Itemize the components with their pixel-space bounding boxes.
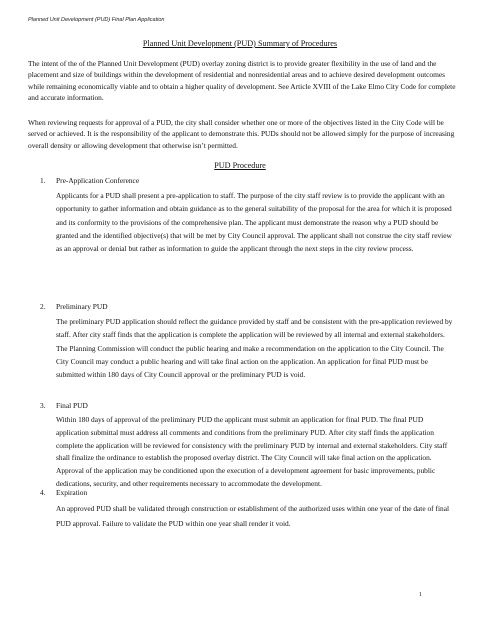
step-title: Pre-Application Conference	[56, 176, 140, 185]
step-title: Preliminary PUD	[56, 302, 108, 311]
step-title: Expiration	[56, 488, 88, 497]
step-body: The preliminary PUD application should reflect the guidance provided by staff and be consistent with the pre-application reviewed by staff. After city staff finds that the application is complete the application will be reviewed by all internal and external stakeholders. The Planning Commission will conduct the public hearing and make a recommendation on the application to the City Council. The City Council may conduct a public hearing and will take final action on the application. An application for final PUD must be submitted within 180 days of City Council approval or the preliminary PUD is void.	[56, 317, 453, 380]
running-header: Planned Unit Development (PUD) Final Plan Application	[28, 17, 165, 23]
intro-paragraph: When reviewing requests for approval of a PUD, the city shall consider whether one or more of the objectives listed in the City Code will be served or achieved. It is the responsibility of the applicant to demonstrate this. PUDs should not be allowed simply for the purpose of increasing overall density or allowing development that otherwise isn’t permitted.	[28, 118, 455, 150]
step-number: 2.	[40, 302, 46, 311]
document-title: Planned Unit Development (PUD) Summary of Procedures	[142, 39, 338, 48]
step-body: An approved PUD shall be validated through construction or establishment of the authorized uses within one year of the date of final PUD approval. Failure to validate the PUD within one year shall render it void.	[56, 504, 450, 528]
step-body: Applicants for a PUD shall present a pre-application to staff. The purpose of the city staff review is to provide the applicant with an opportunity to gather information and obtain guidance as to the general suitability of the proposal for the area for which it is proposed and its conformity to the provisions of the comprehensive plan. The applicant must demonstrate the reason why a PUD should be granted and the identified objective(s) that will be met by City Council approval. The applicant shall not construe the city staff review as an approval or denial but rather as information to guide the applicant through the next steps in the city review process.	[56, 191, 452, 254]
step-number: 3.	[40, 401, 46, 410]
procedure-heading: PUD Procedure	[214, 161, 266, 170]
step-body: Within 180 days of approval of the preliminary PUD the applicant must submit an application for final PUD. The final PUD application submittal must address all comments and conditions from the preliminary PUD. After city staff finds the application complete the application will be reviewed for consistency with the preliminary PUD by internal and external stakeholders. City staff shall finalize the ordinance to establish the proposed overlay district. The City Council will take final action on the application. Approval of the application may be conditioned upon the execution of a development agreement for basic improvements, public dedications, security, and other requirements necessary to accommodate the development.	[56, 415, 448, 488]
step-title: Final PUD	[56, 401, 88, 410]
page-number: 1	[419, 592, 422, 598]
step-number: 1.	[40, 176, 46, 185]
step-number: 4.	[40, 488, 46, 497]
intro-paragraph: The intent of the of the Planned Unit Development (PUD) overlay zoning district is to provide greater flexibility in the use of land and the placement and size of buildings within the development of residential and nonresidential areas and to achieve desired development outcomes while remaining economically viable and to obtain a higher quality of development. See Article XVIII of the Lake Elmo City Code for complete and accurate information.	[28, 59, 456, 103]
